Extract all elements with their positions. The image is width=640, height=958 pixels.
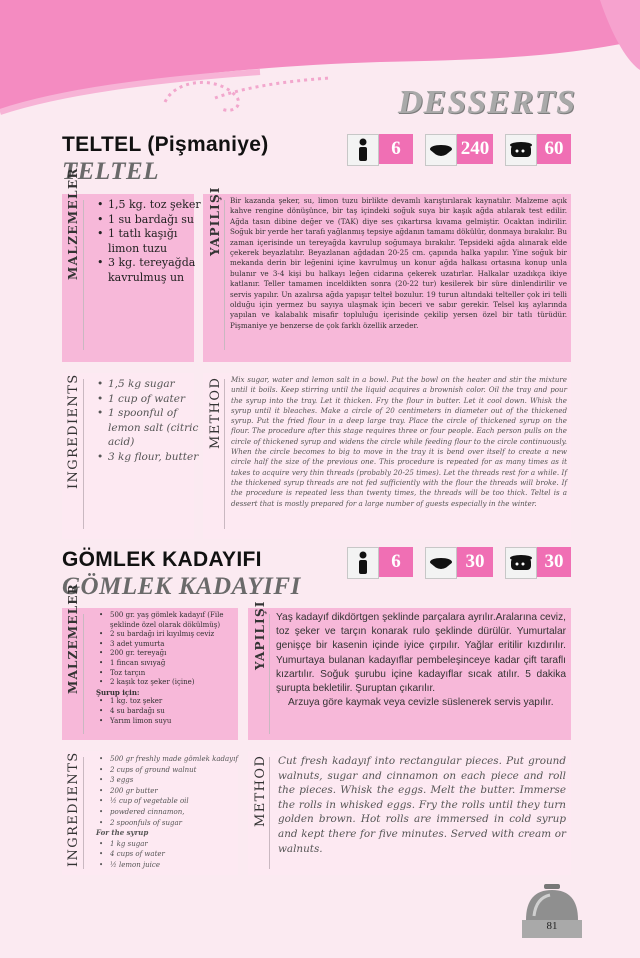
cloche-icon <box>520 880 584 942</box>
method-tr-label: YAPILIŞI <box>208 186 222 256</box>
servings-value: 6 <box>379 134 413 164</box>
page-number: 81 <box>546 920 558 932</box>
bowl-icon <box>425 134 457 166</box>
method-tr-panel <box>248 600 571 740</box>
list-item: • powdered cinnamon, <box>110 807 248 818</box>
list-item: • 2 spoonfuls of sugar <box>110 818 248 829</box>
method-en-panel <box>248 751 571 875</box>
list-item: • 500 gr. yaş gömlek kadayıf (File şeklinde özel olarak dökülmüş) <box>110 611 248 630</box>
servings-value: 6 <box>379 547 413 577</box>
ingredients-en-label: INGREDIENTS <box>66 373 81 489</box>
ingredients-en-panel <box>62 373 199 539</box>
ingredients-en-label: INGREDIENTS <box>66 751 81 867</box>
ingredients-tr-label: MALZEMELER <box>66 167 80 280</box>
list-item: • 3 eggs <box>110 775 248 786</box>
list-item: • ½ cup of vegetable oil <box>110 796 248 807</box>
list-item: • 2 kaşık toz şeker (içine) <box>110 678 248 688</box>
recipe-2-title-tr: GÖMLEK KADAYIFI <box>62 548 262 571</box>
list-item: • ½ lemon juice <box>110 860 248 871</box>
list-heading: For the syrup <box>96 828 149 838</box>
list-item: • 1 spoonful of lemon salt (citric acid) <box>108 406 206 450</box>
list-item: • 1,5 kg. toz şeker <box>108 198 204 213</box>
list-item: • 1 kg sugar <box>110 839 248 850</box>
minutes-value: 60 <box>537 134 571 164</box>
list-item: • 1 cup of water <box>108 392 206 407</box>
bowl-icon <box>425 547 457 579</box>
calories-value: 240 <box>457 134 493 164</box>
recipe-1-title-tr: TELTEL (Pişmaniye) <box>62 133 269 156</box>
list-item: • 1 kg. toz şeker <box>110 697 248 707</box>
method-en-text: Mix sugar, water and lemon salt in a bowl. Put the bowl on the heater and stir the mixture until it boils. Keep stirring until the liquid acquires a brownish color. Oil the tray and pour the syrup into the tray. Let it thicken. Fry the flour in butter. Let it cool down. Whisk the syrup until it bleaches. Make a circle of 20 centimeters in diameter out of the thickened syrup. Put the fried flour in a deep large tray. Place the circle of thickened syrup on the flour. The procedure after this stage requires three or four people. Each person pulls on the circle of thickened syrup and widens the circle while feeding flour to the circle continuously. When the circle becomes to big to move in the tray it is bend over itself to create a new circle half the size of the previous one. This procedure is repeated for as many times as it takes to acquire very thin threads (probably 20-25 times). Let the threads rest for a while. If the thickened syrup threads are not fed sufficiently with the flour the threads will broke. If the procedure is repeated less than twenty times, the threads will be too thick. Teltel is a dessert that is mostly prepared for a large number of guests especially in the winter. <box>231 375 567 508</box>
method-tr-label: YAPILIŞI <box>253 600 267 670</box>
list-heading: Şurup için: <box>96 687 140 697</box>
list-item: • Yarım limon suyu <box>110 717 248 727</box>
ingredients-en-list <box>96 754 248 871</box>
method-en-text: Cut fresh kadayıf into rectangular pieces. Put ground walnuts, sugar and cinnamon on each piece and roll the pieces. Whisk the eggs. Melt the butter. Immerse the rolls in whisked eggs. Fry the rolls until they turn golden brown. Hot rolls are immersed in cold syrup and kept there for five minutes. Served with cream or walnuts. <box>278 755 566 855</box>
person-icon <box>347 547 379 579</box>
list-item: • 1 su bardağı su <box>108 213 204 228</box>
category-title: DESSERTS <box>398 84 577 121</box>
minutes-value: 30 <box>537 547 571 577</box>
method-en-panel <box>203 373 571 539</box>
ingredients-en-list <box>94 377 206 464</box>
ingredients-tr-list <box>96 611 248 726</box>
list-item: • 3 kg. tereyağda kavrulmuş un <box>108 256 204 285</box>
list-item: • 500 gr freshly made gömlek kadayıf <box>110 754 248 765</box>
list-item: • 1 tatlı kaşığı limon tuzu <box>108 227 204 256</box>
method-tr-panel <box>203 186 571 362</box>
list-item: • 2 cups of ground walnut <box>110 765 248 776</box>
list-item: • 200 gr butter <box>110 786 248 797</box>
person-icon <box>347 134 379 166</box>
method-en-label: METHOD <box>253 754 268 827</box>
method-en-label: METHOD <box>208 376 223 449</box>
list-item: • 1 fincan sıvıyağ <box>110 659 248 669</box>
ingredients-tr-label: MALZEMELER <box>66 583 80 694</box>
list-item: • Toz tarçın <box>110 669 248 679</box>
recipe-2-title-en: GÖMLEK KADAYIFI <box>62 573 301 600</box>
recipe-1-title-en: TELTEL <box>62 158 159 185</box>
list-item: • 3 kg flour, butter <box>108 450 206 465</box>
calories-value: 30 <box>457 547 493 577</box>
method-tr-note: Arzuya göre kaymak veya cevizle süslenerek servis yapılır. <box>288 697 554 708</box>
ingredients-en-panel <box>62 751 238 875</box>
list-item: • 4 su bardağı su <box>110 707 248 717</box>
list-item: • 2 su bardağı iri kıyılmış ceviz <box>110 630 248 640</box>
list-item: • 3 adet yumurta <box>110 640 248 650</box>
list-item: • 1,5 kg sugar <box>108 377 206 392</box>
list-item: • 200 gr. tereyağı <box>110 649 248 659</box>
method-tr-text: Bir kazanda şeker, su, limon tuzu birlikte devamlı karıştırılarak kaynatılır. Malzeme açık kahve rengine dönüşünce, bir taş içindeki soğuk suya bir kaşık ağda atılarak test edilir. Ağda tasın dibine değer ve (TAK) diye ses çıkartırsa kıvama gelmiştir. Ocaktan indirilir. Soğuk bir yerde her tarafı yağlanmış tepsiye ağdanın tamamı dökülür, donmaya bırakılır. Bu zaman içerisinde un tereyağda kavrulup soğumaya bırakılır. Tepsideki ağda alınarak elde çekerek beyazlatılır. Beyazlanan ağdadan 20-25 cm. çapında halka yapılır. Yine soğuk bir mekanda derin bir leğenini içine kavrulmuş un konur ağda halkası ortasına konup unla bulanır ve 3-4 kişi bu halkayı leğen cidarına çekerek uzatırlar. Halkalar uzadıkça ikiye katlanır. Teller tamamen inceldikten sonra (20-22 tur) kesilerek bir süre dinlendirilir ve servis yapılır. Un azalırsa ağda yapışır telteł bozulur. 19 turun altındaki telteller çok iri telli olduğu için yermez bu sayıya ulaşmak için beceri ve sabır gerekir. Telsel kış aylarında yapılan ve kalabalık misafir topluluğu içerisinde çekilip yersen özel bir tatlı türüdür. Pişmaniye ye benzerse de çok farklı özellik arzeder. <box>230 196 567 330</box>
ingredients-tr-panel <box>62 583 238 740</box>
list-item: • 4 cups of water <box>110 849 248 860</box>
pot-icon <box>505 547 537 579</box>
ingredients-tr-list <box>94 198 204 285</box>
method-tr-text: Yaş kadayıf dikdörtgen şeklinde parçalara ayrılır.Aralarına ceviz, toz şeker ve tarçın konarak rulo şeklinde dürülür. Yumurtalar genişçe bir kasenin içinde iyice çırpılır. Yağlar eritilir kızdırılır. Yumurtaya bulanan kadayıflar pembeleşinceye kadar çift taraflı kızartılır. Soğuk şurubu içine kadayıflar sıcak atılır. 5 dakika şurupta bekletilir. Şuruptan çıkarılır. <box>276 612 566 695</box>
pot-icon <box>505 134 537 166</box>
